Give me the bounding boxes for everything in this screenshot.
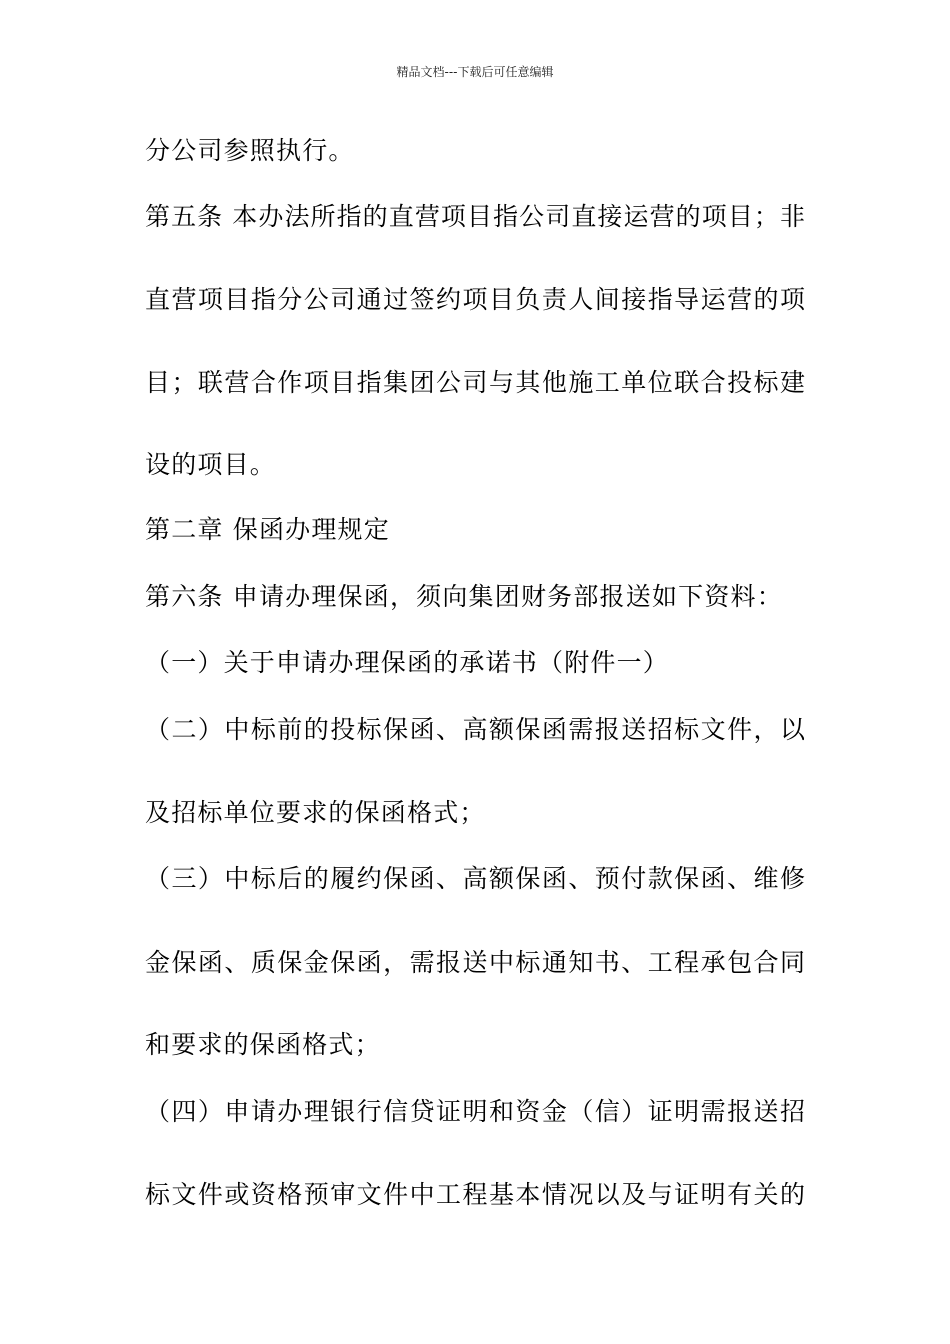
page-header: 精品文档---下载后可任意编辑 bbox=[396, 65, 554, 79]
body-line-7: 第六条 申请办理保函，须向集团财务部报送如下资料： bbox=[145, 582, 783, 611]
body-line-2: 第五条 本办法所指的直营项目指公司直接运营的项目；非 bbox=[145, 202, 805, 231]
list-item-4-line-2: 标文件或资格预审文件中工程基本情况以及与证明有关的 bbox=[145, 1180, 805, 1209]
list-item-3-line-1: （三）中标后的履约保函、高额保函、预付款保函、维修 bbox=[145, 864, 805, 893]
body-line-4: 目；联营合作项目指集团公司与其他施工单位联合投标建 bbox=[145, 368, 805, 397]
list-item-3-line-2: 金保函、质保金保函，需报送中标通知书、工程承包合同 bbox=[145, 948, 805, 977]
list-item-2-line-2: 及招标单位要求的保函格式； bbox=[145, 798, 486, 827]
body-line-5: 设的项目。 bbox=[145, 450, 277, 479]
body-line-3: 直营项目指分公司通过签约项目负责人间接指导运营的项 bbox=[145, 285, 805, 314]
chapter-heading: 第二章 保函办理规定 bbox=[145, 515, 390, 544]
list-item-2-line-1: （二）中标前的投标保函、高额保函需报送招标文件，以 bbox=[145, 715, 805, 744]
list-item-4-line-1: （四）申请办理银行信贷证明和资金（信）证明需报送招 bbox=[145, 1097, 805, 1126]
body-line-1: 分公司参照执行。 bbox=[145, 136, 355, 165]
list-item-3-line-3: 和要求的保函格式； bbox=[145, 1030, 381, 1059]
list-item-1: （一）关于申请办理保函的承诺书（附件一） bbox=[145, 648, 670, 677]
